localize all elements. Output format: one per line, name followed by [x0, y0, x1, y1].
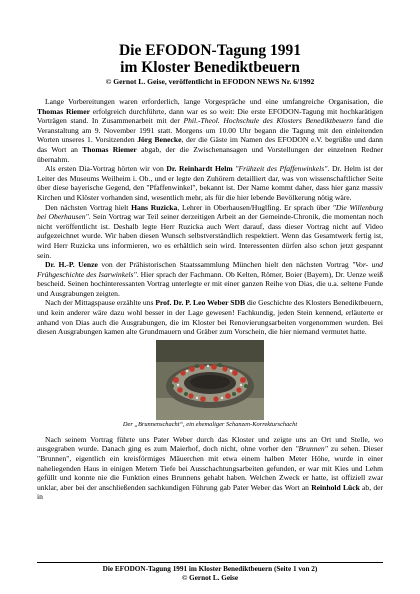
article-body — [37, 97, 383, 502]
well-shaft-photo — [156, 340, 264, 420]
text-run: "Brunnen" — [295, 444, 328, 454]
text-run: Thomas Riemer — [37, 106, 90, 116]
text-run: erfolgreich durchführte, dann war es so weit: Die erste EFODON-Tagung mit hochkarätigen Vorträgen stand. In Zusammenarbeit mit der — [37, 106, 384, 126]
text-run: Reinhold Lück — [311, 482, 360, 492]
text-run: Als ersten Dia-Vortrag hörten wir von — [45, 164, 167, 174]
text-run: "Vor- und Frühgeschichte des Isarwinkels" — [37, 260, 383, 279]
text-run: abgab, der die Zwischenansagen und Vorstellungen der einzelnen Redner übernahm. — [37, 144, 384, 164]
text-run: Nach seinem Vortrag führte uns Pater Weber durch das Kloster und zeigte uns an Ort und Stelle, wo ausgegraben wurde. Danach ging es zum Maierhof, doch nicht, ohne vorher den — [37, 434, 383, 454]
byline: © Gernot L. Geise, veröffentlicht in EFODON NEWS Nr. 6/1992 — [105, 77, 315, 86]
paragraph — [37, 435, 383, 502]
text-run: "Frühzeit des Pfaffenwinkels" — [235, 164, 328, 174]
page-title-line-2: im Kloster Benediktbeuern — [120, 59, 300, 76]
page-title-line-1: Die EFODON-Tagung 1991 — [118, 42, 301, 59]
text-run: , der die Gäste im Namen des EFODON e.V. begrüßte und dann das Wort an — [37, 135, 383, 154]
text-run: Dr. H.-P. Uenze — [45, 260, 98, 270]
paragraphs-before-figure — [37, 97, 383, 337]
figure-caption: Der „Brunnenschacht“, ein ehemaliger Schanzen-Korrekturschacht — [122, 420, 298, 428]
text-run: "Die Willenburg bei Oberhausen" — [37, 202, 383, 222]
text-run: Hans Ruzicka — [131, 202, 178, 212]
paragraph — [37, 203, 383, 261]
footer-line-2: © Gernot L. Geise — [181, 574, 239, 582]
text-run: ab, der in — [37, 482, 384, 502]
paragraph — [37, 260, 383, 298]
paragraph — [37, 298, 383, 336]
text-run: die Geschichte des Klosters Benediktbeuern, und kein anderer wäre dazu wohl besser in der Lage gewesen! Fachkundig, jeden Stein kennend, erläuterte er anhand von Dias auch die Ausgrabungen, die im Kloster bei Renovierungsarbeiten vorgenommen wurden. Bei diesen Ausgrabungen kamen alte Grundmauern und Gräber zum Vorschein, die hier niemand vermutet hatte. — [37, 298, 383, 337]
paragraph — [37, 164, 383, 202]
text-run: . Dr. Helm ist der Leiter des Museums Weilheim i. Ob., und er legte den Zuhörern detailliert dar, was von wissenschaftlicher Seite über diese bayerische Gegend, den "Pfaffenwinkel", bekannt ist. Der Name kommt daher, dass hier ganz massiv Kirchen und Klöster vorhanden sind, wesentlich mehr, als für die hier lebende Bevölkerung nötig wäre. — [37, 164, 383, 202]
figure — [37, 340, 383, 429]
text-run: . Hier sprach der Fachmann. Ob Kelten, Römer, Boier (Bayern), Dr. Uenze weiß bescheid. Seinen hochinteressanten Vortrag unterlegte er mit einer ganzen Reihe von Dias, die u.a. seltene Funde und Ausgrabungen zeigten. — [37, 269, 383, 298]
text-run: Thomas Riemer — [82, 144, 137, 154]
text-run: Den nächsten Vortrag hielt — [45, 202, 132, 212]
text-run: , Lehrer in Oberhausen/Huglfing. Er sprach über — [177, 202, 333, 212]
text-run: . Sein Vortrag war Teil seiner derzeitigen Arbeit an der Gemeinde-Chronik, die momentan noch nicht veröffentlicht ist. Deshalb legte Herr Ruzicka auch Wert darauf, dass dieser Vortrag nicht auf Video aufgezeichnet wurde. Wir haben diesen Wunsch selbstverständlich respektiert. Wenn das Gesamtwerk fertig ist, wird Herr Ruzicka uns informieren, wo es erhältlich sein wird. Interessenten dürfen also schon jetzt gespannt sein. — [37, 212, 384, 260]
text-run: Nach der Mittagspause erzählte uns — [45, 298, 156, 308]
text-run: von der Prähistorischen Staatssammlung München hielt den nächsten Vortrag — [97, 260, 353, 270]
text-run: Phil.-Theol. Hochschule des Klosters Benediktbeuern — [183, 116, 354, 126]
text-run: fand die Veranstaltung am 9. November 1991 statt. Morgens um 10.00 Uhr begann die Tagung mit den einleitenden Worten unseres 1. Vorsitzenden — [37, 116, 383, 145]
text-run: Prof. Dr. P. Leo Weber SDB — [155, 298, 246, 308]
text-run: Lange Vorbereitungen waren erforderlich, lange Vorgespräche und eine umfangreiche Organisation, die — [45, 97, 383, 106]
page-footer — [37, 562, 383, 583]
text-run: zu sehen. Dieser "Brunnen", eigentlich ein kreisförmiges Mäuerchen mit etwa einem halben Meter Höhe, wurde in einer naheliegenden Haus in einigen Metern Tiefe bei Ausschachtungsarbeiten gefunden, er war mit Kies und Lehm gefüllt und konnte nie die Funktion eines Brunnens gehabt haben. Welchen Zweck er hatte, ist offiziell zwar unklar, aber bei der anschließenden sachkundigen Führung gab Pater Weber das Wort an — [37, 444, 383, 492]
footer-line-1: Die EFODON-Tagung 1991 im Kloster Benediktbeuern (Seite 1 von 2) — [102, 565, 318, 573]
paragraph — [37, 97, 383, 164]
paragraphs-after-figure — [37, 435, 383, 502]
text-run: Dr. Reinhardt Helm — [166, 164, 233, 174]
text-run: Jörg Benecke — [137, 135, 182, 145]
